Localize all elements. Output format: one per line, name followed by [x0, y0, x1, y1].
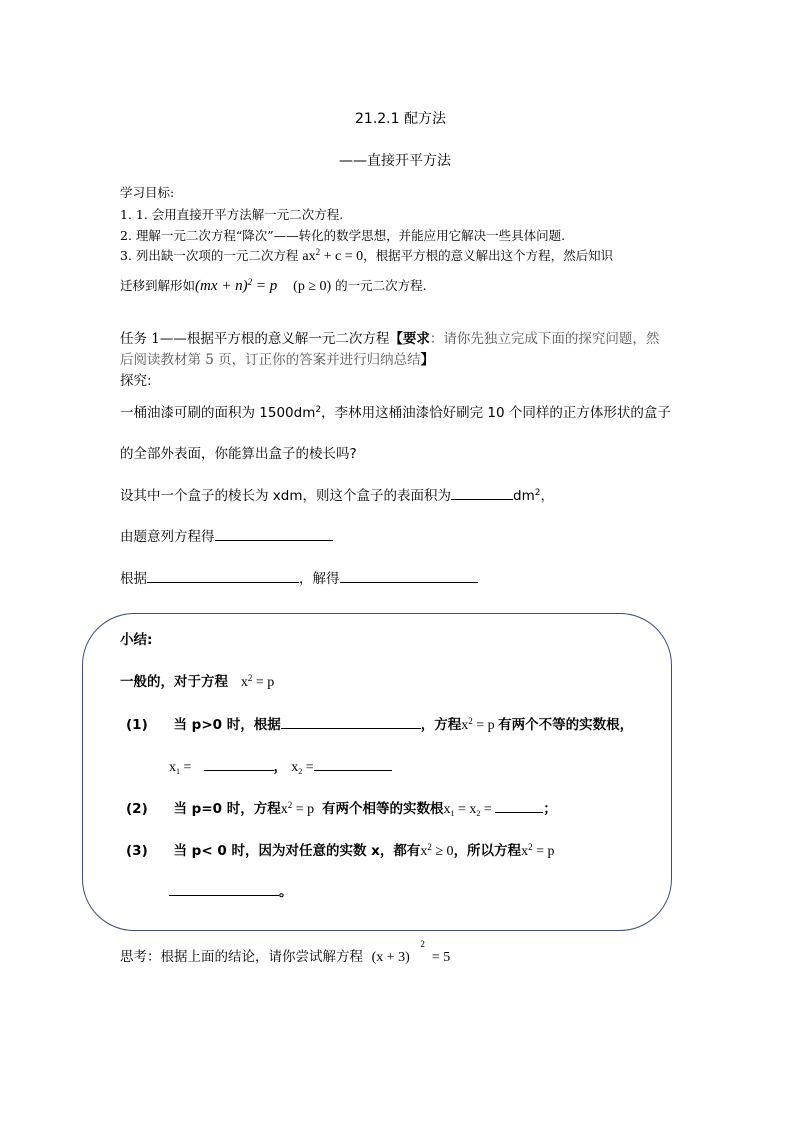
objective-3 — [120, 246, 613, 265]
objective-4-text-b: 的一元二次方程. — [331, 278, 427, 293]
solution-blank[interactable] — [340, 568, 478, 583]
page-subtitle: ——直接开平方法 — [339, 153, 451, 169]
summary-case-3: (3) 当 p< 0 时，因为对任意的实数 x，都有$x^2 \ge 0$，所以方程$x^2 = p$ — [126, 842, 555, 859]
summary-case-3-answer: 。 — [169, 880, 293, 900]
double-root-blank[interactable] — [495, 798, 543, 813]
task-title: 任务 1——根据平方根的意义解一元二次方程 — [120, 331, 390, 347]
think-equation: (x + 3) $^2$ = 5 — [371, 939, 451, 965]
objective-4-text: 迁移到解形如 — [120, 278, 196, 293]
x2-blank[interactable] — [314, 756, 392, 771]
task-line-2 — [120, 348, 434, 368]
problem-line-1: 一桶油漆可刷的面积为 $1500dm^2$，李林用这桶油漆恰好刷完 10 个同样的正方体形状的盒子 — [120, 405, 671, 421]
objective-1: 1. 1. 会用直接开平方法解一元二次方程. — [120, 207, 344, 222]
problem-line-4: 由题意列方程得 — [120, 525, 333, 545]
problem-line-2: 的全部外表面，你能算出盒子的棱长吗? — [120, 446, 357, 462]
task-line-1 — [120, 327, 659, 347]
task-requirement-open: 【要求 — [389, 331, 430, 347]
summary-case-1: (1) 当 p>0 时，根据 ，方程$x^2 = p$ 有两个不等的实数根， — [126, 716, 634, 733]
objective-4 — [120, 276, 427, 295]
objective-4-equation: (mx + n)$^2$ = p — [195, 277, 278, 294]
general-equation: $x^2 = p$ — [240, 673, 275, 690]
x1-blank[interactable] — [204, 756, 274, 771]
task-requirement-text: ：请你先独立完成下面的探究问题，然 — [429, 331, 660, 347]
task-requirement-text-2: 后阅读教材第 5 页，订正你的答案并进行归纳总结 — [120, 352, 421, 368]
think-line: 思考：根据上面的结论，请你尝试解方程 (x + 3) $^2$ = 5 — [120, 939, 451, 965]
case3-blank[interactable] — [169, 881, 279, 896]
task-requirement-close: 】 — [420, 352, 435, 368]
summary-general: 一般的，对于方程 $x^2 = p$ — [120, 673, 275, 690]
summary-roots: $x_1$ = ， $x_2$ = — [169, 755, 392, 776]
explore-label: 探究: — [120, 373, 152, 389]
case1-reason-blank[interactable] — [281, 714, 421, 729]
problem-line-5: 根据 ，解得 — [120, 567, 478, 587]
objective-2: 2. 理解一元二次方程“降次”——转化的数学思想，并能应用它解决一些具体问题. — [120, 228, 566, 243]
objective-4-condition: (p ≥ 0) — [293, 279, 332, 294]
reason-blank[interactable] — [147, 568, 299, 583]
problem-line-3: 设其中一个盒子的棱长为 xdm，则这个盒子的表面积为 $dm^2$， — [120, 484, 554, 504]
page-title: 21.2.1 配方法 — [355, 111, 446, 127]
objective-3-text-b: ，根据平方根的意义解出这个方程，然后知识 — [363, 248, 614, 263]
surface-area-blank[interactable] — [451, 485, 513, 500]
objectives-heading: 学习目标: — [120, 185, 175, 200]
objective-3-text: 3. 列出缺一次项的一元二次方程 — [120, 248, 303, 263]
summary-case-2: (2) 当 p=0 时，方程$x^2 = p$ 有两个相等的实数根$x_1 = x_2$ = ； — [126, 800, 557, 818]
equation-blank[interactable] — [215, 526, 333, 541]
summary-heading: 小结: — [120, 632, 153, 648]
objective-3-equation: $ax^2 + c = 0$ — [302, 247, 364, 264]
